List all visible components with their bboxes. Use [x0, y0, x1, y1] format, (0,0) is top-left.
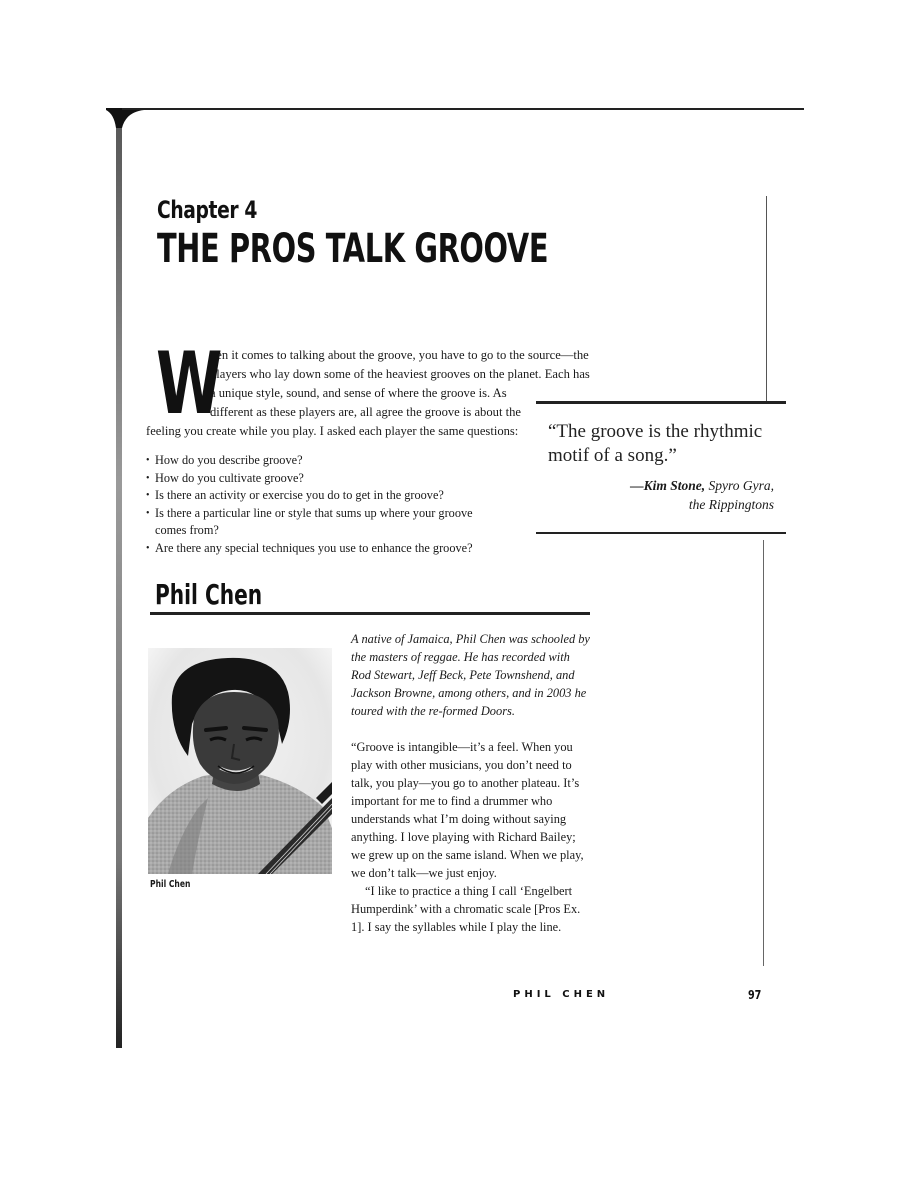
drop-cap: W	[156, 334, 223, 434]
top-rule	[122, 108, 804, 110]
attribution-name: —Kim Stone,	[630, 478, 706, 493]
section-title: Phil Chen	[155, 578, 263, 611]
chapter-title: THE PROS TALK GROOVE	[157, 226, 549, 272]
page-number: 97	[748, 988, 762, 1002]
intro-line: a unique style, sound, and sense of where the groove is. As	[210, 386, 507, 400]
pull-quote-rule-bottom	[536, 532, 786, 534]
pull-quote: “The groove is the rhythmic motif of a song.”	[548, 421, 763, 466]
corner-mark	[106, 108, 144, 128]
section-rule	[150, 612, 590, 615]
chapter-label: Chapter 4	[157, 196, 258, 224]
pull-quote-rule-top	[536, 401, 786, 404]
portrait-photo	[148, 648, 332, 874]
intro-paragraph	[146, 334, 616, 441]
running-head: PHIL CHEN	[513, 989, 610, 1000]
attribution-bands: the Rippingtons	[688, 497, 774, 512]
intro-line: hen it comes to talking about the groove, you have to go to the source—the	[210, 348, 589, 362]
list-item: • Are there any special techniques you use to enhance the groove?	[146, 540, 506, 558]
list-item: • Is there a particular line or style that sums up where your groove comes from?	[146, 505, 506, 540]
intro-line: players who lay down some of the heaviest grooves on the planet. Each has	[210, 367, 590, 381]
photo-caption: Phil Chen	[150, 879, 191, 890]
list-item: • How do you cultivate groove?	[146, 470, 506, 488]
question-list	[146, 452, 506, 557]
intro-line: feeling you create while you play. I asked each player the same questions:	[146, 424, 519, 438]
body-text	[351, 738, 591, 936]
intro-line: different as these players are, all agree the groove is about the	[210, 405, 521, 419]
pull-quote-attribution	[590, 476, 774, 514]
body-paragraph: “I like to practice a thing I call ‘Engelbert Humperdink’ with a chromatic scale [Pros Ex. 1]. I say the syllables while I play the line.	[351, 884, 581, 934]
scan-edge-bar	[116, 108, 122, 1048]
body-paragraph: “Groove is intangible—it’s a feel. When you play with other musicians, you don’t need to talk, you play—you go to another plateau. It’s important for me to find a drummer who understands what I’m doing without saying anything. I love playing with Richard Bailey; we grew up on the same island. When we play, we don’t talk—we just enjoy.	[351, 740, 584, 880]
list-item: • Is there an activity or exercise you do to get in the groove?	[146, 487, 506, 505]
artist-bio: A native of Jamaica, Phil Chen was schooled by the masters of reggae. He has recorded with Rod Stewart, Jeff Beck, Pete Townshend, and Jackson Browne, among others, and in 2003 he toured with the re-formed Doors.	[351, 632, 590, 718]
margin-line-top	[766, 196, 767, 402]
attribution-bands: Spyro Gyra,	[708, 478, 774, 493]
list-item: • How do you describe groove?	[146, 452, 506, 470]
margin-line-bottom	[763, 540, 764, 966]
